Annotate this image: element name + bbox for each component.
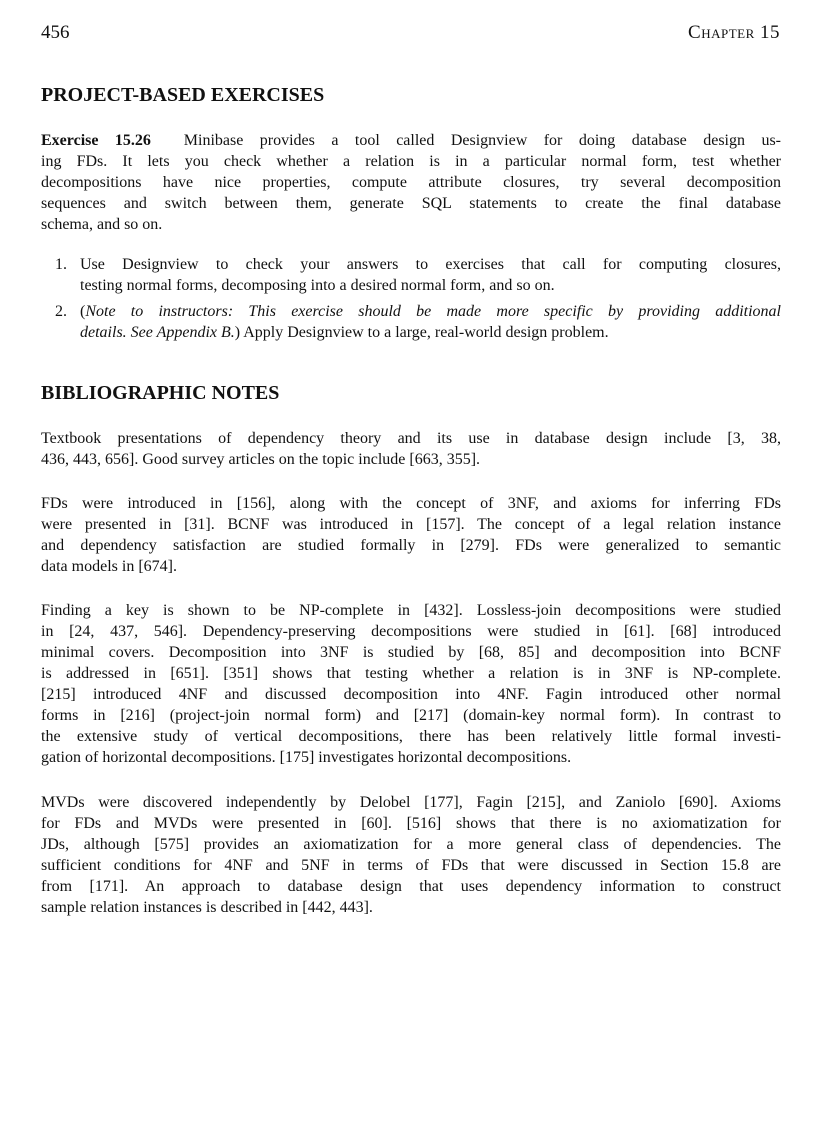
exercise-paragraph [41,130,781,235]
italic-note: details. See Appendix B. [80,324,235,341]
item-text: Apply Designview to a large, real-world design problem. [243,324,609,341]
text-line: FDs were introduced in [156], along with the concept of 3NF, and axioms for inferring FDs [41,495,781,512]
text-line: decompositions have nice properties, compute attribute closures, try several decomposition [41,174,781,191]
text-line: Finding a key is shown to be NP-complete in [432]. Lossless-join decompositions were studied [41,602,781,619]
text-line: from [171]. An approach to database design that uses dependency information to construct [41,878,781,895]
list-number: 1. [55,256,67,273]
text-line: MVDs were discovered independently by Delobel [177], Fagin [215], and Zaniolo [690]. Axioms [41,794,781,811]
text-line: (Note to instructors: This exercise should be made more specific by providing additional [80,303,781,320]
text-line: JDs, although [575] provides an axiomatization for a more general class of dependencies. The [41,836,781,853]
text-line: testing normal forms, decomposing into a desired normal form, and so on. [80,277,555,294]
text-line: were presented in [31]. BCNF was introduced in [157]. The concept of a legal relation instance [41,516,781,533]
text-line: forms in [216] (project-join normal form) and [217] (domain-key normal form). In contrast to [41,707,781,724]
text-line: Textbook presentations of dependency theory and its use in database design include [3, 38, [41,430,781,447]
text-line: sample relation instances is described in [442, 443]. [41,899,373,916]
exercise-label: Exercise 15.26 [41,132,151,149]
text-line: is addressed in [651]. [351] shows that testing whether a relation is in 3NF is NP-complete. [41,665,781,682]
text-line: Minibase provides a tool called Designview for doing database design us- [183,132,781,149]
text-line: for FDs and MVDs were presented in [60]. [516] shows that there is no axiomatization for [41,815,781,832]
text-line: ing FDs. It lets you check whether a relation is in a particular normal form, test whether [41,153,781,170]
text-line: 436, 443, 656]. Good survey articles on the topic include [663, 355]. [41,451,481,468]
list-item [55,301,781,343]
text-line: minimal covers. Decomposition into 3NF is studied by [68, 85] and decomposition into BCNF [41,644,781,661]
exercise-list [55,254,781,343]
list-item [55,254,781,296]
bib-paragraph-1 [41,428,781,470]
text-line: schema, and so on. [41,216,163,233]
section-heading-bibliographic-notes: BIBLIOGRAPHIC NOTES [41,382,280,404]
chapter-title: Chapter 15 [688,22,780,43]
text-line: data models in [674]. [41,558,177,575]
bib-paragraph-4 [41,792,781,918]
text-line: and dependency satisfaction are studied formally in [279]. FDs were generalized to semantic [41,537,781,554]
section-heading-project-exercises: PROJECT-BASED EXERCISES [41,84,325,106]
text-line: Use Designview to check your answers to exercises that call for computing closures, [80,256,781,273]
text-line: in [24, 437, 546]. Dependency-preserving decompositions were studied in [61]. [68] introduced [41,623,781,640]
text-line: sufficient conditions for 4NF and 5NF in terms of FDs that were discussed in Section 15.8 are [41,857,781,874]
italic-note: Note to instructors: This exercise should be made more specific by providing additional [85,303,781,320]
page-number: 456 [41,22,70,43]
text-line: [215] introduced 4NF and discussed decomposition into 4NF. Fagin introduced other normal [41,686,781,703]
text-line: details. See Appendix B.) Apply Designview to a large, real-world design problem. [80,324,609,341]
text-line: the extensive study of vertical decompositions, there has been relatively little formal investi- [41,728,781,745]
text-line: gation of horizontal decompositions. [175] investigates horizontal decompositions. [41,749,572,766]
text-line: sequences and switch between them, generate SQL statements to create the final database [41,195,781,212]
list-number: 2. [55,303,67,320]
bib-paragraph-3 [41,600,781,768]
bib-paragraph-2 [41,493,781,577]
